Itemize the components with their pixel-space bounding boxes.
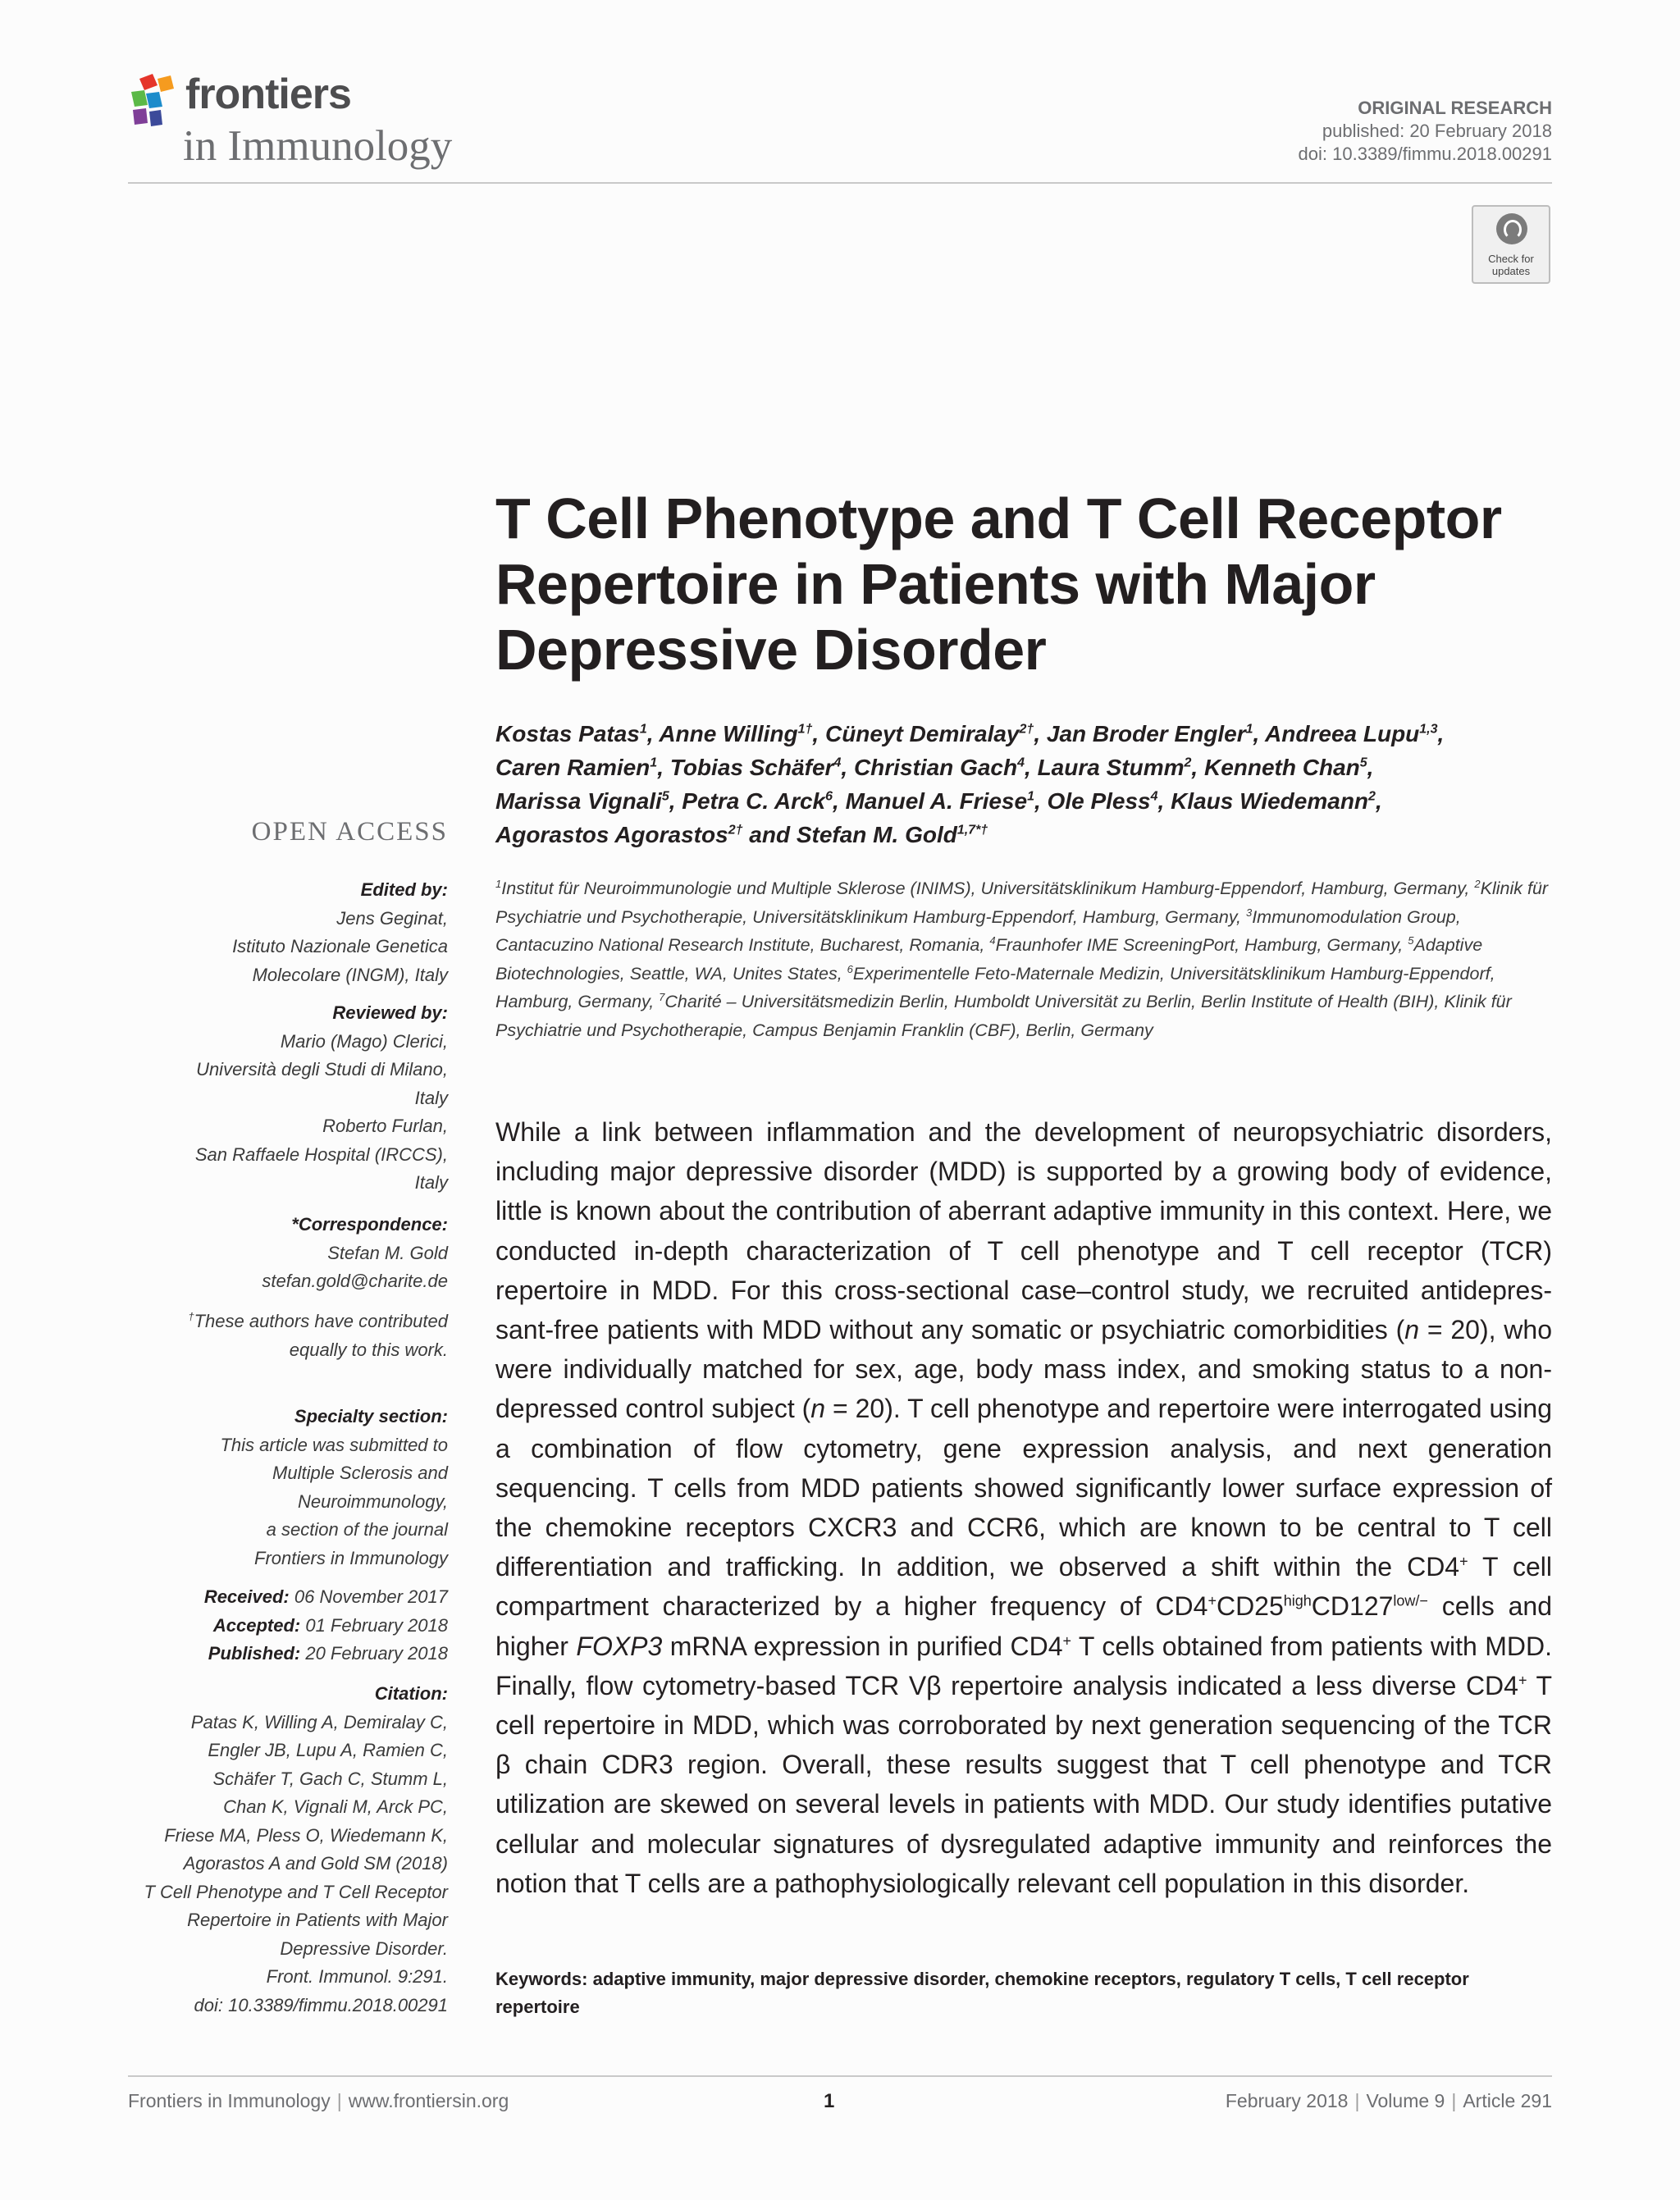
logo-brand-text: frontiers bbox=[185, 71, 351, 118]
author[interactable]: Agorastos Agorastos bbox=[495, 822, 728, 847]
page-number: 1 bbox=[824, 2090, 835, 2112]
author[interactable]: Tobias Schäfer bbox=[669, 755, 834, 780]
author[interactable]: Caren Ramien bbox=[495, 755, 651, 780]
header-divider bbox=[128, 182, 1552, 184]
article-title: T Cell Phenotype and T Cell Receptor Repertoire in Patients with Major Depressive Disorder bbox=[495, 486, 1502, 682]
author[interactable]: Marissa Vignali bbox=[495, 788, 662, 814]
author[interactable]: Kostas Patas bbox=[495, 721, 640, 746]
correspondence-email[interactable]: stefan.gold@charite.de bbox=[262, 1271, 448, 1291]
journal-logo[interactable] bbox=[128, 71, 489, 177]
author[interactable]: Petra C. Arck bbox=[682, 788, 826, 814]
keywords bbox=[495, 1965, 1554, 2021]
author[interactable]: Stefan M. Gold bbox=[796, 822, 957, 847]
abstract: While a link between inflammation and the development of neuropsychiatric disorders, including major depressive disorder (MDD) is supported by a growing body of evidence, little is known about the contribution of aberrant adaptive immunity in this context. Here, we conducted in-depth characterization of T cell phenotype and T cell receptor (TCR) repertoire in MDD. For this cross-sectional case–control study, we recruited antidepressant-free patients with MDD without any somatic or psychiatric comorbidities (n = 20), who were individually matched for sex, age, body mass index, and smoking status to a non-depressed control subject (n = 20). T cell phenotype and repertoire were interrogated using a combination of flow cytometry, gene expression analysis, and next generation sequencing. T cells from MDD patients showed significantly lower surface expression of the chemokine receptors CXCR3 and CCR6, which are known to be central to T cell differentiation and trafficking. In addition, we observed a shift within the CD4+ T cell compartment characterized by a higher frequency of $CD4^+CD25^{high}CD127^{low/-}$ cells and higher FOXP3 mRNA expression in purified CD4+ T cells obtained from patients with MDD. Finally, flow cytometry-based TCR Vβ repertoire analysis indicated a less diverse CD4+ T cell repertoire in MDD, which was corroborated by next generation sequencing of the TCR β chain CDR3 region. Overall, these results suggest that T cell phenotype and TCR utilization are skewed on several levels in patients with MDD. Our study identifies putative cellular and molecular signatures of dysregulated adaptive immunity and reinforces the notion that T cells are a pathophysiologically relevant cell population in this disorder. bbox=[495, 1117, 1553, 1898]
edited-by-section: Edited by: Jens Geginat, Istituto Nazionale Genetica Molecolare (INGM), Italy bbox=[232, 879, 448, 985]
author[interactable]: Anne Willing bbox=[659, 721, 798, 746]
article-type: ORIGINAL RESEARCH bbox=[1358, 98, 1552, 118]
footer-divider bbox=[128, 2075, 1552, 2077]
article-doi[interactable]: doi: 10.3389/fimmu.2018.00291 bbox=[1298, 144, 1552, 164]
author[interactable]: Ole Pless bbox=[1047, 788, 1151, 814]
footer-journal: Frontiers in Immunology | www.frontiersin.org bbox=[128, 2090, 509, 2111]
author[interactable]: Laura Stumm bbox=[1037, 755, 1185, 780]
keywords-text: adaptive immunity, major depressive disorder, chemokine receptors, regulatory T cells, T cell receptor repertoire bbox=[495, 1969, 1469, 2017]
reviewed-by-section: Reviewed by: Mario (Mago) Clerici, Università degli Studi di Milano, Italy Roberto Furlan, San Raffaele Hospital (IRCCS), Italy bbox=[194, 1002, 448, 1193]
footer-journal-name: Frontiers in Immunology bbox=[128, 2090, 331, 2111]
correspondence-section: *Correspondence: Stefan M. Gold stefan.gold@charite.de bbox=[128, 1211, 448, 1296]
affiliations: $^1$Institut für Neuroimmunologie und Multiple Sklerose (INIMS), Universitätsklinikum Hamburg-Eppendorf, Hamburg, Germany, $^2$Klinik für Psychiatrie und Psychotherapie, Universitätsklinikum Hamburg-Eppendorf, Hamburg, Germany, $^3$Immunomodulation Group, Cantacuzino National Research Institute, Bucharest, Romania, $^4$Fraunhofer IME ScreeningPort, Hamburg, Germany, $^5$Adaptive Biotechnologies, Seattle, WA, Unites States, $^6$Experimentelle Feto-Maternale Medizin, Universitätsklinikum Hamburg-Eppendorf, Hamburg, Germany, $^7$Charité – Universitätsmedizin Berlin, Humboldt Universität zu Berlin, Berlin Institute of Health (BIH), Klinik für Psychiatrie und Psychotherapie, Campus Benjamin Franklin (CBF), Berlin, Germany bbox=[495, 877, 1549, 1040]
author[interactable]: Klaus Wiedemann bbox=[1171, 788, 1369, 814]
check-updates-label: Check for updates bbox=[1488, 253, 1534, 277]
specialty-section: Specialty section: This article was submitted to Multiple Sclerosis and Neuroimmunology, a section of the journal Frontiers in Immunology bbox=[220, 1406, 448, 1568]
author[interactable]: Manuel A. Friese bbox=[845, 788, 1028, 814]
author-list: Kostas Patas$^1$, Anne Willing$^{1\dagger}$, Cüneyt Demiralay$^{2\dagger}$, Jan Broder Engler$^1$, Andreea Lupu$^{1,3}$, Caren Ramien$^1$, Tobias Schäfer$^4$, Christian Gach$^4$, Laura Stumm$^2$, Kenneth Chan$^5$, Marissa Vignali$^5$, Petra C. Arck$^6$, Manuel A. Friese$^1$, Ole Pless$^4$, Klaus Wiedemann$^2$, Agorastos Agorastos$^{2\dagger}$ and Stefan M. Gold$^{1,7*\dagger}$ bbox=[495, 721, 1445, 847]
open-access-label: OPEN ACCESS bbox=[251, 817, 448, 847]
published-date: published: 20 February 2018 bbox=[1322, 121, 1552, 141]
keywords-label: Keywords: bbox=[495, 1969, 588, 1989]
logo-journal-text: in Immunology bbox=[183, 122, 453, 170]
author[interactable]: Christian Gach bbox=[853, 755, 1018, 780]
citation-section: Citation: Patas K, Willing A, Demiralay C, Engler JB, Lupu A, Ramien C, Schäfer T, Gach C, Stumm L, Chan K, Vignali M, Arck PC, Friese MA, Pless O, Wiedemann K, Agorastos A and Gold SM (2018) T Cell Phenotype and T Cell Receptor Repertoire in Patients with Major Depressive Disorder. Front. Immunol. 9:291. doi: 10.3389/fimmu.2018.00291 bbox=[128, 1680, 448, 2020]
check-for-updates-button[interactable] bbox=[1472, 205, 1550, 284]
article-meta bbox=[1299, 97, 1552, 166]
author[interactable]: Andreea Lupu bbox=[1265, 721, 1420, 746]
footer-issue: February 2018 | Volume 9 | Article 291 bbox=[1225, 2090, 1552, 2111]
footer-website-link[interactable]: www.frontiersin.org bbox=[348, 2090, 509, 2111]
bookmark-icon bbox=[1496, 213, 1527, 244]
citation-doi[interactable]: doi: 10.3389/fimmu.2018.00291 bbox=[194, 1994, 448, 2015]
author[interactable]: Cüneyt Demiralay bbox=[824, 721, 1020, 746]
author[interactable]: Jan Broder Engler bbox=[1046, 721, 1246, 746]
dates-section: Received: 06 November 2017 Accepted: 01 February 2018 Published: 20 February 2018 bbox=[203, 1586, 448, 1664]
equal-contribution-note: †These authors have contributed equally to this work. bbox=[188, 1310, 448, 1360]
frontiers-logo-icon bbox=[128, 74, 180, 135]
author[interactable]: Kenneth Chan bbox=[1203, 755, 1360, 780]
